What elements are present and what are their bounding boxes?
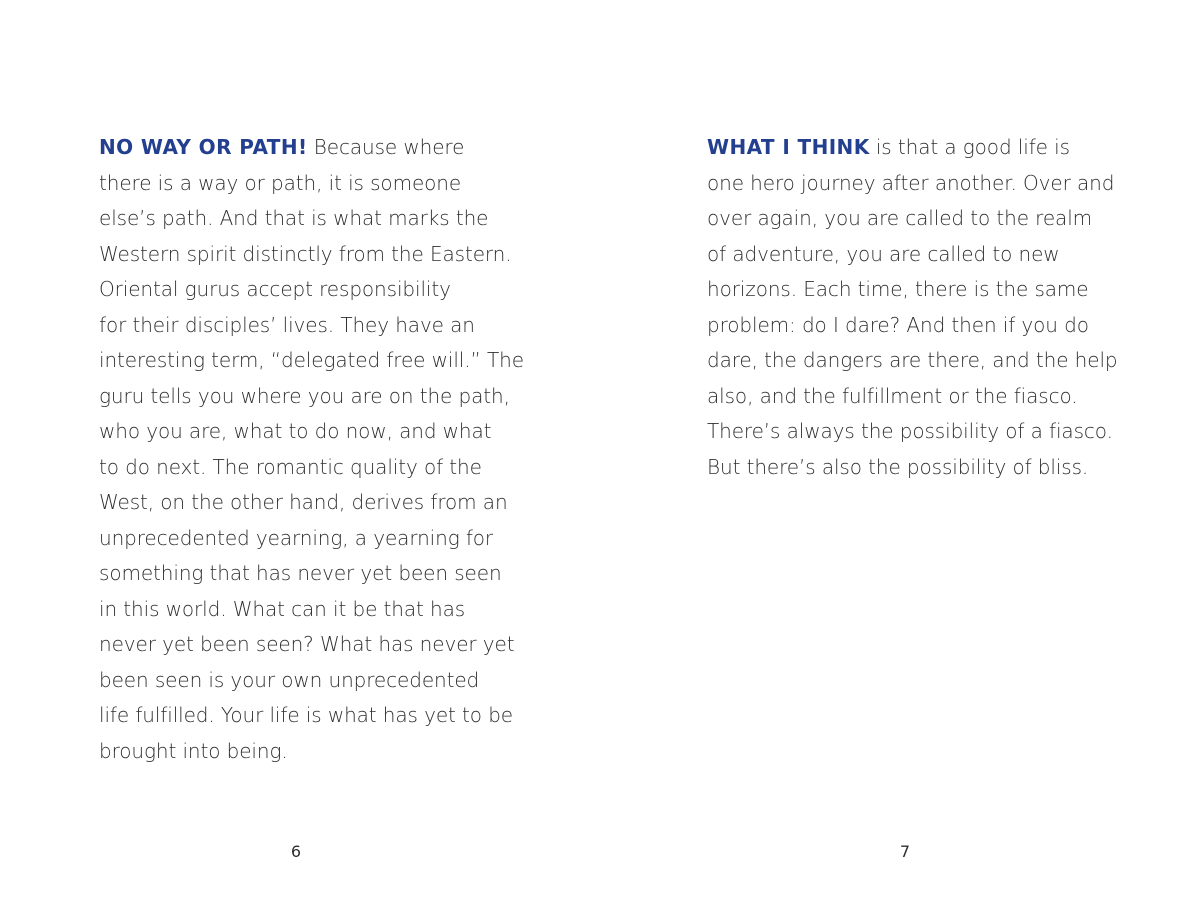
left-line: never yet been seen? What has never yet	[99, 632, 515, 656]
left-lead-heading: NO WAY OR PATH!	[99, 135, 308, 159]
left-line: interesting term, “delegated free will.” The	[99, 348, 524, 372]
left-line: who you are, what to do now, and what	[99, 419, 492, 443]
right-line: of adventure, you are called to new	[707, 241, 1060, 266]
right-line: one hero journey after another. Over and	[707, 170, 1115, 195]
right-page	[600, 0, 1200, 900]
right-line: dare, the dangers are there, and the help	[707, 348, 1118, 372]
left-line: brought into being.	[99, 738, 288, 763]
left-page-text	[99, 130, 524, 769]
left-line-0	[99, 130, 524, 166]
left-line: Western spirit distinctly from the Eastern.	[99, 241, 512, 266]
left-page-number: 6	[290, 842, 302, 861]
left-line: for their disciples’ lives. They have an	[99, 312, 475, 337]
left-line: Oriental gurus accept responsibility	[99, 277, 451, 301]
left-first-line-rest: Because where	[307, 135, 465, 159]
right-page-text	[707, 130, 1118, 485]
left-line: something that has never yet been seen	[99, 561, 502, 585]
left-line: West, on the other hand, derives from an	[99, 490, 508, 514]
right-line: over again, you are called to the realm	[707, 206, 1093, 230]
right-line: also, and the fulfillment or the fiasco.	[707, 383, 1078, 408]
right-line: But there’s also the possibility of bliss.	[707, 454, 1089, 479]
right-line-0	[707, 130, 1118, 166]
left-line: guru tells you where you are on the path,	[99, 383, 510, 408]
left-line: unprecedented yearning, a yearning for	[99, 525, 494, 550]
right-line: There’s always the possibility of a fiasco.	[707, 419, 1113, 443]
right-line: horizons. Each time, there is the same	[707, 277, 1089, 301]
left-line: life fulfilled. Your life is what has yet to be	[99, 703, 513, 727]
right-lead-heading: WHAT I THINK	[707, 135, 870, 159]
right-page-number: 7	[899, 842, 911, 861]
left-line: there is a way or path, it is someone	[99, 170, 462, 195]
left-line: in this world. What can it be that has	[99, 596, 466, 621]
left-line: else’s path. And that is what marks the	[99, 206, 489, 230]
left-line: to do next. The romantic quality of the	[99, 454, 482, 479]
right-line: problem: do I dare? And then if you do	[707, 312, 1089, 337]
right-first-line-rest: is that a good life is	[869, 135, 1070, 159]
left-line: been seen is your own unprecedented	[99, 667, 480, 692]
